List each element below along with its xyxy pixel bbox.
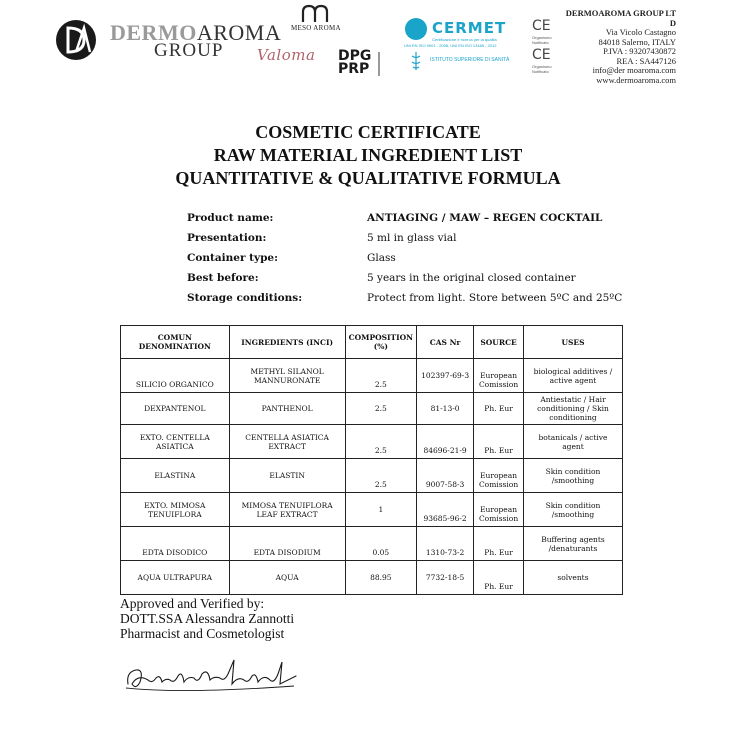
ce-mark-icon: CE (532, 18, 551, 34)
column-header: INGREDIENTS (INCI) (229, 326, 345, 359)
document-title (0, 121, 736, 190)
container-type-value: Glass (367, 252, 396, 264)
company-web: www.dermoaroma.com (596, 74, 676, 85)
table-header-row (121, 326, 623, 359)
table-cell: 81-13-0 (417, 393, 474, 425)
title-line-1: COSMETIC CERTIFICATE (255, 122, 481, 142)
table-cell: 2.5 (345, 359, 416, 393)
table-cell: European Comission (474, 493, 524, 527)
ce-notified-label: Organismo Notificato (532, 35, 552, 45)
dermoaroma-logo-icon (56, 20, 96, 60)
table-row (121, 359, 623, 393)
table-cell: AQUA ULTRAPURA (121, 561, 230, 595)
meso-aroma-logo-icon (300, 4, 334, 24)
table-row (121, 393, 623, 425)
title-line-2: RAW MATERIAL INGREDIENT LIST (213, 145, 523, 165)
valoma-logo: Valoma (257, 46, 316, 64)
company-email: info@der moaroma.com (592, 65, 676, 75)
cermet-label: CERMET (432, 19, 507, 37)
table-row (121, 561, 623, 595)
table-cell: 2.5 (345, 393, 416, 425)
column-header: USES (523, 326, 622, 359)
table-cell: Skin condition /smoothing (523, 459, 622, 493)
presentation-value: 5 ml in glass vial (367, 232, 457, 244)
company-address (560, 9, 676, 85)
approval-block (120, 596, 294, 641)
storage-conditions-label: Storage conditions: (187, 292, 303, 304)
table-cell: 1310-73-2 (417, 527, 474, 561)
table-cell: EXTO. CENTELLA ASIATICA (121, 425, 230, 459)
table-cell: 84696-21-9 (417, 425, 474, 459)
ce-notified-label: Organismo Notificato (532, 64, 552, 74)
dpg-prp-logo: DPG PRP (338, 48, 372, 77)
table-cell: 9007-58-3 (417, 459, 474, 493)
table-cell: AQUA (229, 561, 345, 595)
brand-group: GROUP (154, 40, 224, 61)
table-cell: ELASTINA (121, 459, 230, 493)
best-before-label: Best before: (187, 272, 259, 284)
product-name-value: ANTIAGING / MAW – REGEN COCKTAIL (367, 212, 603, 224)
ce-mark-icon: CE (532, 47, 551, 63)
table-cell: Ph. Eur (474, 561, 524, 595)
table-cell: 2.5 (345, 425, 416, 459)
meso-aroma-label: MESO AROMA (291, 24, 341, 32)
column-header: COMPOSITION (%) (345, 326, 416, 359)
best-before-value: 5 years in the original closed container (367, 272, 576, 284)
presentation-label: Presentation: (187, 232, 267, 244)
table-cell: EDTA DISODICO (121, 527, 230, 561)
table-cell: PANTHENOL (229, 393, 345, 425)
table-cell: EXTO. MIMOSA TENUIFLORA (121, 493, 230, 527)
table-cell: DEXPANTENOL (121, 393, 230, 425)
table-cell: solvents (523, 561, 622, 595)
company-rea: REA : SA447126 (616, 55, 676, 66)
table-cell: CENTELLA ASIATICA EXTRACT (229, 425, 345, 459)
table-cell: SILICIO ORGANICO (121, 359, 230, 393)
approval-line: Approved and Verified by: (120, 596, 265, 611)
table-cell: 88.95 (345, 561, 416, 595)
table-cell: METHYL SILANOL MANNURONATE (229, 359, 345, 393)
table-row (121, 527, 623, 561)
table-cell: Ph. Eur (474, 527, 524, 561)
column-header: COMUN DENOMINATION (121, 326, 230, 359)
brand-name: DERMOAROMA (110, 20, 282, 45)
table-cell: ELASTIN (229, 459, 345, 493)
product-name-label: Product name: (187, 212, 274, 224)
table-cell: 0.05 (345, 527, 416, 561)
table-cell: Antiestatic / Hair conditioning / Skin conditioning (523, 393, 622, 425)
storage-conditions-value: Protect from light. Store between 5ºC and 25ºC (367, 292, 623, 304)
iss-emblem-icon (408, 51, 424, 71)
approver-role: Pharmacist and Cosmetologist (120, 626, 285, 641)
table-cell: Buffering agents /denaturants (523, 527, 622, 561)
table-cell: European Comission (474, 459, 524, 493)
company-piva: P.IVA : 93207430872 (603, 46, 676, 56)
table-row (121, 493, 623, 527)
company-city: 84018 Salerno, ITALY (598, 36, 676, 47)
table-cell: 7732-18-5 (417, 561, 474, 595)
table-cell: botanicals / active agent (523, 425, 622, 459)
table-cell: European Comission (474, 359, 524, 393)
column-header: SOURCE (474, 326, 524, 359)
table-cell: EDTA DISODIUM (229, 527, 345, 561)
table-cell: 1 (345, 493, 416, 527)
table-cell: MIMOSA TENUIFLORA LEAF EXTRACT (229, 493, 345, 527)
table-row (121, 425, 623, 459)
table-cell: 93685-96-2 (417, 493, 474, 527)
table-cell: Skin condition /smoothing (523, 493, 622, 527)
company-name: DERMOAROMA GROUP LT D (565, 8, 676, 28)
signature-image (124, 654, 300, 696)
logo-divider (378, 52, 380, 76)
container-type-label: Container type: (187, 252, 278, 264)
ingredient-table (120, 325, 623, 595)
cermet-subtitle: Certificazione e ricerca per la qualità (432, 37, 497, 42)
approver-name: DOTT.SSA Alessandra Zannotti (120, 611, 295, 626)
title-line-3: QUANTITATIVE & QUALITATIVE FORMULA (175, 168, 561, 188)
iss-label: ISTITUTO SUPERIORE DI SANITÀ (430, 57, 510, 63)
cermet-iso: UNI EN ISO 9001 - 2008, UNI EN ISO 13485 - 2012 (404, 43, 497, 48)
table-cell: biological additives / active agent (523, 359, 622, 393)
table-cell: 102397-69-3 (417, 359, 474, 393)
table-cell: 2.5 (345, 459, 416, 493)
table-cell: Ph. Eur (474, 393, 524, 425)
table-row (121, 459, 623, 493)
column-header: CAS Nr (417, 326, 474, 359)
table-cell: Ph. Eur (474, 425, 524, 459)
cermet-logo-icon (405, 18, 427, 40)
company-street: Via Vicolo Castagno (605, 27, 676, 37)
